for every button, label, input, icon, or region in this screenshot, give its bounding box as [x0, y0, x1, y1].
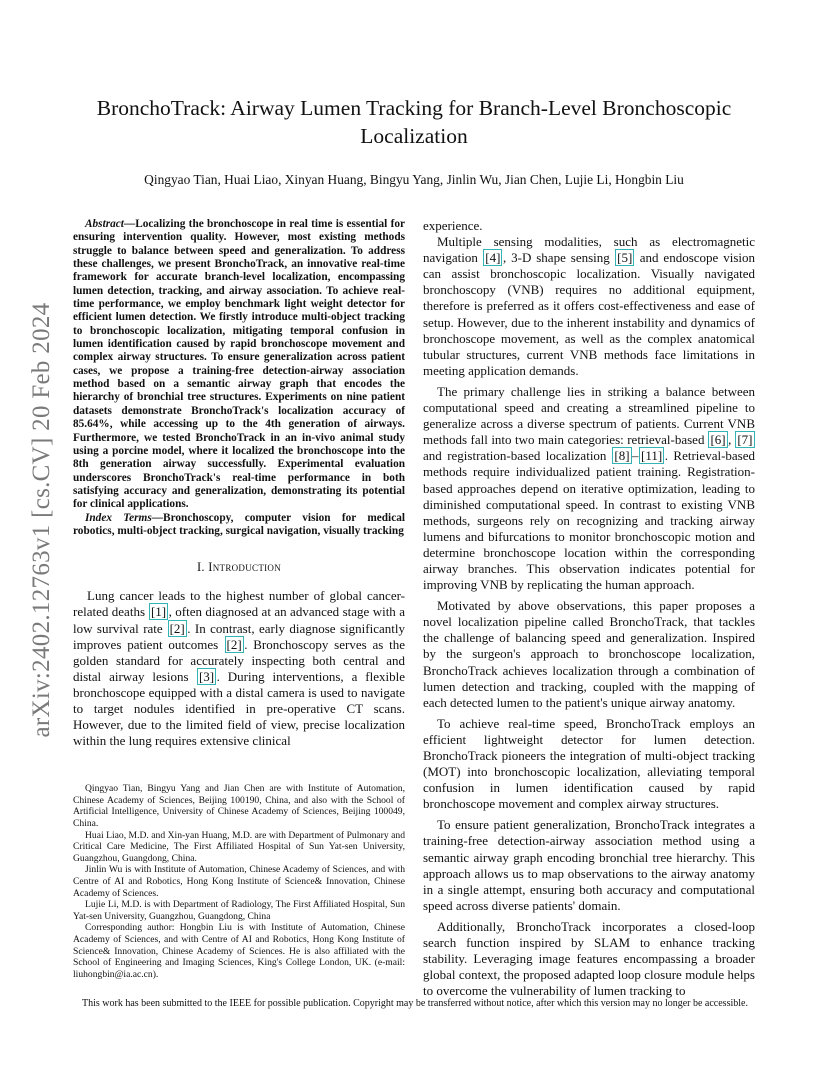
- continued-text: experience.: [423, 218, 483, 233]
- intro-paragraph-2: Multiple sensing modalities, such as electromagnetic navigation [4] , 3-D shape sensing [5] and endoscope vision can assist bronchoscopic localization. Visually navigated bronchoscopy (VNB) requires no additional equipment, therefore is preferred as it offers cost-effectiveness and ease of setup. However, due to the inherent instability and dynamics of bronchoscope movement, as well as the complex anatomical tubular structures, current VNB methods face limitations in meeting application demands.: [423, 234, 755, 378]
- intro-paragraph-3: The primary challenge lies in striking a balance between computational speed and creating a streamlined pipeline to generalize across a diverse spectrum of patients. Current VNB methods fall into two main categories: retrieval-based [6] , [7] and registration-based localization [8] – [11] . Retrieval-based methods require individualized patient training. Registration-based approaches depend on iterative optimization, leading to diminished computational speed. In contrast to existing VNB methods, surgeons rely on recognizing and tracking airway lumens and bifurcations to monitor bronchoscopic motion and determine bronchoscope location within the corresponding airway branches. This observation indicates potential for improving VNB by replicating the human approach.: [423, 383, 755, 593]
- abstract: Abstract—Localizing the bronchoscope in real time is essential for ensuring intervention quality. However, most existing methods struggle to balance between speed and generalization. To address these challenges, we present BronchoTrack, an innovative real-time framework for accurate branch-level localization, encompassing lumen detection, tracking, and airway association. To achieve real-time performance, we employ benchmark light weight detector for efficient lumen detection. We firstly introduce multi-object tracking to bronchoscopic localization, mitigating temporal confusion in lumen identification caused by rapid bronchoscope movement and complex airway structures. To ensure generalization across patient cases, we propose a training-free detection-airway association method based on a semantic airway graph that encodes the hierarchy of bronchial tree structures. Experiments on nine patient datasets demonstrate BronchoTrack's localization accuracy of 85.64%, while accessing up to the 4th generation of airways. Furthermore, we tested BronchoTrack in an in-vivo animal study using a porcine model, where it localized the bronchoscope into the 8th generation airway successfully. Experimental evaluation underscores BronchoTrack's real-time performance in both satisfying accuracy and generalization, demonstrating its potential for clinical applications.: [73, 218, 405, 511]
- footnote: Qingyao Tian, Bingyu Yang and Jian Chen are with Institute of Automation, Chinese Academy of Sciences, Beijing 100190, China, and also with the School of Artificial Intelligence, University of Chinese Academy of Sciences, Beijing 100049, China.: [73, 783, 405, 830]
- intro-paragraph-7: Additionally, BronchoTrack incorporates a closed-loop search function inspired by SLAM to enhance tracking stability. Leveraging image features encompassing a broader global context, the proposed adapted loop closure module helps to overcome the vulnerability of lumen tracking to: [423, 918, 755, 999]
- index-terms: Index Terms—Bronchoscopy, computer vision for medical robotics, multi-object tracking, surgical navigation, visually tracking: [73, 511, 405, 537]
- citation-link[interactable]: [5]: [617, 250, 633, 266]
- intro-paragraph-5: To achieve real-time speed, BronchoTrack employs an efficient lightweight detector for lumen detection. BronchoTrack pioneers the integration of multi-object tracking (MOT) into bronchoscopic localization, alleviating temporal confusion in lumen identification caused by rapid bronchoscope movement and complex airway structures.: [423, 715, 755, 812]
- footnote: Corresponding author: Hongbin Liu is with Institute of Automation, Chinese Academy of Sciences, and with Centre of AI and Robotics, Hong Kong Institute of Science& Innovation, Chinese Academy of Sciences. He is also affiliated with the School of Engineering and Imaging Sciences, King's College London, UK. (e-mail: liuhongbin@ia.ac.cn).: [73, 922, 405, 980]
- footnote: Lujie Li, M.D. is with Department of Radiology, The First Affiliated Hospital, Sun Yat-sen University, Guangzhou, Guangdong, China: [73, 899, 405, 922]
- abstract-text: Localizing the bronchoscope in real time is essential for ensuring intervention quality. However, most existing methods struggle to balance between speed and generalization. To address these challenges, we present BronchoTrack, an innovative real-time framework for accurate branch-level localization, encompassing lumen detection, tracking, and airway association. To achieve real-time performance, we employ benchmark light weight detector for efficient lumen detection. We firstly introduce multi-object tracking to bronchoscopic localization, mitigating temporal confusion in lumen identification caused by rapid bronchoscope movement and complex airway structures. To ensure generalization across patient cases, we propose a training-free detection-airway association method based on a semantic airway graph that encodes the hierarchy of bronchial tree structures. Experiments on nine patient datasets demonstrate BronchoTrack's localization accuracy of 85.64%, while accessing up to the 4th generation of airways. Furthermore, we tested BronchoTrack in an in-vivo animal study using a porcine model, where it localized the bronchoscope into the 8th generation airway successfully. Experimental evaluation underscores BronchoTrack's real-time performance in both satisfying accuracy and generalization, demonstrating its potential for clinical applications.: [73, 218, 405, 511]
- paper-title: BronchoTrack: Airway Lumen Tracking for Branch-Level Bronchoscopic Localization: [96, 96, 732, 148]
- citation-link[interactable]: [4]: [485, 250, 501, 266]
- citation-link[interactable]: [11]: [641, 448, 663, 464]
- citation-link[interactable]: [8]: [614, 448, 630, 464]
- citation-link[interactable]: [7]: [737, 432, 753, 448]
- citation-link[interactable]: [2]: [226, 636, 242, 652]
- index-terms-label: Index Terms: [85, 511, 152, 524]
- arxiv-identifier-text: arXiv:2402.12763v1 [cs.CV] 20 Feb 2024: [28, 302, 55, 738]
- footnote: Jinlin Wu is with Institute of Automation, Chinese Academy of Sciences, and with Centre of AI and Robotics, Hong Kong Institute of Science& Innovation, Chinese Academy of Sciences.: [73, 864, 405, 899]
- affiliation-footnotes: [73, 783, 405, 980]
- intro-paragraph-1: Lung cancer leads to the highest number of global cancer-related deaths [1] , often diagnosed at an advanced stage with a low survival rate [2] . In contrast, early diagnose significantly improves patient outcomes [2] . Bronchoscopy serves as the golden standard for accurately inspecting both central and distal airway lesions [3] . During interventions, a flexible bronchoscope equipped with a distal camera is used to navigate to target nodules identified in pre-operative CT scans. However, due to the limited field of view, precise localization within the lung requires extensive clinical: [73, 588, 406, 749]
- left-column: [73, 218, 405, 980]
- footnote: Huai Liao, M.D. and Xin-yan Huang, M.D. are with Department of Pulmonary and Critical Care Medicine, The First Affiliated Hospital of Sun Yat-sen University, Guangzhou, Guangdong, China.: [73, 829, 405, 864]
- author-list: Qingyao Tian, Huai Liao, Xinyan Huang, Bingyu Yang, Jinlin Wu, Jian Chen, Lujie Li, Hongbin Liu: [144, 172, 684, 187]
- citation-link[interactable]: [6]: [710, 432, 726, 448]
- citation-link[interactable]: [3]: [198, 668, 215, 684]
- index-terms-text: Bronchoscopy, computer vision for medical robotics, multi-object tracking, surgical navigation, visually tracking: [73, 511, 405, 537]
- intro-paragraph-6: To ensure patient generalization, BronchoTrack integrates a training-free detection-airway association method using a semantic airway graph encoding bronchial tree hierarchy. This approach allows us to map observations to the airway anatomy in a single attempt, ensuring both accuracy and computational speed across diverse patients' domain.: [423, 817, 755, 913]
- abstract-label: Abstract: [85, 218, 124, 230]
- citation-link[interactable]: [1]: [150, 604, 167, 620]
- intro-paragraph-4: Motivated by above observations, this paper proposes a novel localization pipeline called BronchoTrack, that tackles the challenge of balancing speed and generalization. Inspired by the surgeon's approach to bronchoscope localization, BronchoTrack achieves localization through a combination of lumen detection and tracking, coupled with the mapping of each detected lumen to the patient's unique airway anatomy.: [423, 598, 755, 710]
- arxiv-identifier: [22, 302, 62, 738]
- section-heading-introduction: I. Introduction: [196, 560, 282, 575]
- citation-link[interactable]: [2]: [169, 620, 185, 636]
- right-column: [423, 218, 755, 999]
- submission-notice: This work has been submitted to the IEEE for possible publication. Copyright may be transferred without notice, after which this version may no longer be accessible.: [82, 998, 748, 1009]
